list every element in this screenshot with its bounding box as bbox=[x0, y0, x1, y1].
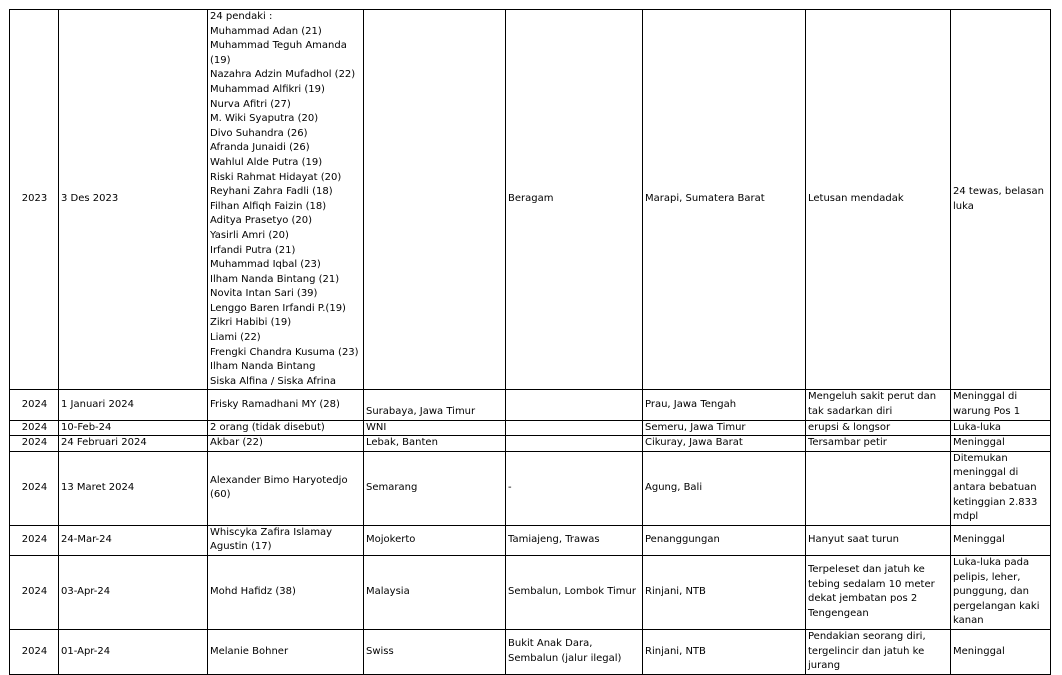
victims-cell: 2 orang (tidak disebut) bbox=[208, 420, 364, 436]
route-cell: Tamiajeng, Trawas bbox=[506, 525, 643, 555]
date-cell: 3 Des 2023 bbox=[59, 10, 208, 390]
victim-name: Nazahra Adzin Mufadhol (22) bbox=[210, 69, 356, 81]
victim-name: Muhammad Adan (21) bbox=[210, 25, 322, 37]
victims-cell: Whiscyka Zafira Islamay Agustin (17) bbox=[208, 525, 364, 555]
result-cell: Meninggal bbox=[951, 436, 1051, 452]
mountain-cell: Semeru, Jawa Timur bbox=[643, 420, 806, 436]
date-cell: 03-Apr-24 bbox=[59, 555, 208, 629]
year-cell: 2024 bbox=[10, 420, 59, 436]
victim-name: Muhammad Alfikri (19) bbox=[210, 83, 325, 95]
victim-name: Frengki Chandra Kusuma (23) bbox=[210, 346, 359, 358]
cause-cell: Tersambar petir bbox=[806, 436, 951, 452]
route-cell bbox=[506, 420, 643, 436]
cause-cell: Terpeleset dan jatuh ke tebing sedalam 10 meter dekat jembatan pos 2 Tengengean bbox=[806, 555, 951, 629]
cause-cell: Letusan mendadak bbox=[806, 10, 951, 390]
origin-cell: Malaysia bbox=[364, 555, 506, 629]
mountain-cell: Rinjani, NTB bbox=[643, 629, 806, 674]
victims-cell: Frisky Ramadhani MY (28) bbox=[208, 390, 364, 420]
victim-name: Divo Suhandra (26) bbox=[210, 127, 308, 139]
result-cell: Meninggal bbox=[951, 629, 1051, 674]
victim-name: Irfandi Putra (21) bbox=[210, 244, 296, 256]
year-cell: 2024 bbox=[10, 629, 59, 674]
victim-name: Reyhani Zahra Fadli (18) bbox=[210, 186, 333, 198]
victims-cell bbox=[208, 10, 364, 390]
victim-name: Filhan Alfiqh Faizin (18) bbox=[210, 200, 327, 212]
table-row bbox=[10, 525, 1051, 555]
route-cell bbox=[506, 436, 643, 452]
victims-cell: Melanie Bohner bbox=[208, 629, 364, 674]
victim-name: Nurva Afitri (27) bbox=[210, 98, 291, 110]
mountain-cell: Rinjani, NTB bbox=[643, 555, 806, 629]
incident-table bbox=[9, 9, 1051, 675]
result-cell: Meninggal bbox=[951, 525, 1051, 555]
origin-cell: Lebak, Banten bbox=[364, 436, 506, 452]
route-cell bbox=[506, 390, 643, 420]
result-cell: Meninggal di warung Pos 1 bbox=[951, 390, 1051, 420]
year-cell: 2024 bbox=[10, 555, 59, 629]
origin-cell: WNI bbox=[364, 420, 506, 436]
year-cell: 2023 bbox=[10, 10, 59, 390]
victim-name: Yasirli Amri (20) bbox=[210, 229, 289, 241]
route-cell: Sembalun, Lombok Timur bbox=[506, 555, 643, 629]
victim-name: Siska Alfina / Siska Afrina bbox=[210, 375, 336, 387]
origin-cell: Swiss bbox=[364, 629, 506, 674]
cause-cell bbox=[806, 451, 951, 525]
cause-cell: erupsi & longsor bbox=[806, 420, 951, 436]
route-cell: - bbox=[506, 451, 643, 525]
mountain-cell: Agung, Bali bbox=[643, 451, 806, 525]
origin-cell: Surabaya, Jawa Timur bbox=[364, 390, 506, 420]
mountain-cell: Penanggungan bbox=[643, 525, 806, 555]
result-cell: 24 tewas, belasan luka bbox=[951, 10, 1051, 390]
victim-name: Afranda Junaidi (26) bbox=[210, 142, 310, 154]
year-cell: 2024 bbox=[10, 390, 59, 420]
victim-name: Riski Rahmat Hidayat (20) bbox=[210, 171, 342, 183]
date-cell: 1 Januari 2024 bbox=[59, 390, 208, 420]
victim-name: Muhammad Teguh Amanda (19) bbox=[210, 40, 347, 66]
victim-name: Zikri Habibi (19) bbox=[210, 317, 292, 329]
date-cell: 10-Feb-24 bbox=[59, 420, 208, 436]
cause-cell: Hanyut saat turun bbox=[806, 525, 951, 555]
origin-cell: Mojokerto bbox=[364, 525, 506, 555]
victim-name: Liami (22) bbox=[210, 332, 261, 344]
mountain-cell: Cikuray, Jawa Barat bbox=[643, 436, 806, 452]
year-cell: 2024 bbox=[10, 451, 59, 525]
table-row bbox=[10, 451, 1051, 525]
result-cell: Luka-luka bbox=[951, 420, 1051, 436]
victim-name: Ilham Nanda Bintang (21) bbox=[210, 273, 340, 285]
table-row bbox=[10, 10, 1051, 390]
victim-name: Aditya Prasetyo (20) bbox=[210, 215, 313, 227]
route-cell: Beragam bbox=[506, 10, 643, 390]
victim-name: M. Wiki Syaputra (20) bbox=[210, 113, 319, 125]
table-row bbox=[10, 436, 1051, 452]
victims-cell: Mohd Hafidz (38) bbox=[208, 555, 364, 629]
table-row bbox=[10, 420, 1051, 436]
victim-name: Wahlul Alde Putra (19) bbox=[210, 156, 323, 168]
origin-cell bbox=[364, 10, 506, 390]
cause-cell: Pendakian seorang diri, tergelincir dan jatuh ke jurang bbox=[806, 629, 951, 674]
cause-cell: Mengeluh sakit perut dan tak sadarkan diri bbox=[806, 390, 951, 420]
date-cell: 24 Februari 2024 bbox=[59, 436, 208, 452]
table-row bbox=[10, 390, 1051, 420]
victim-name: Ilham Nanda Bintang bbox=[210, 361, 316, 373]
victims-header: 24 pendaki : bbox=[210, 11, 273, 22]
result-cell: Luka-luka pada pelipis, leher, punggung, dan pergelangan kaki kanan bbox=[951, 555, 1051, 629]
mountain-cell: Marapi, Sumatera Barat bbox=[643, 10, 806, 390]
table-row bbox=[10, 629, 1051, 674]
victims-cell: Akbar (22) bbox=[208, 436, 364, 452]
mountain-cell: Prau, Jawa Tengah bbox=[643, 390, 806, 420]
date-cell: 24-Mar-24 bbox=[59, 525, 208, 555]
date-cell: 13 Maret 2024 bbox=[59, 451, 208, 525]
year-cell: 2024 bbox=[10, 525, 59, 555]
victims-cell: Alexander Bimo Haryotedjo (60) bbox=[208, 451, 364, 525]
victim-name: Muhammad Iqbal (23) bbox=[210, 259, 321, 271]
year-cell: 2024 bbox=[10, 436, 59, 452]
origin-cell: Semarang bbox=[364, 451, 506, 525]
table-row bbox=[10, 555, 1051, 629]
result-cell: Ditemukan meninggal di antara bebatuan ketinggian 2.833 mdpl bbox=[951, 451, 1051, 525]
victims-list bbox=[210, 10, 362, 389]
victim-name: Lenggo Baren Irfandi P.(19) bbox=[210, 302, 346, 314]
route-cell: Bukit Anak Dara, Sembalun (jalur ilegal) bbox=[506, 629, 643, 674]
victim-name: Novita Intan Sari (39) bbox=[210, 288, 318, 300]
date-cell: 01-Apr-24 bbox=[59, 629, 208, 674]
